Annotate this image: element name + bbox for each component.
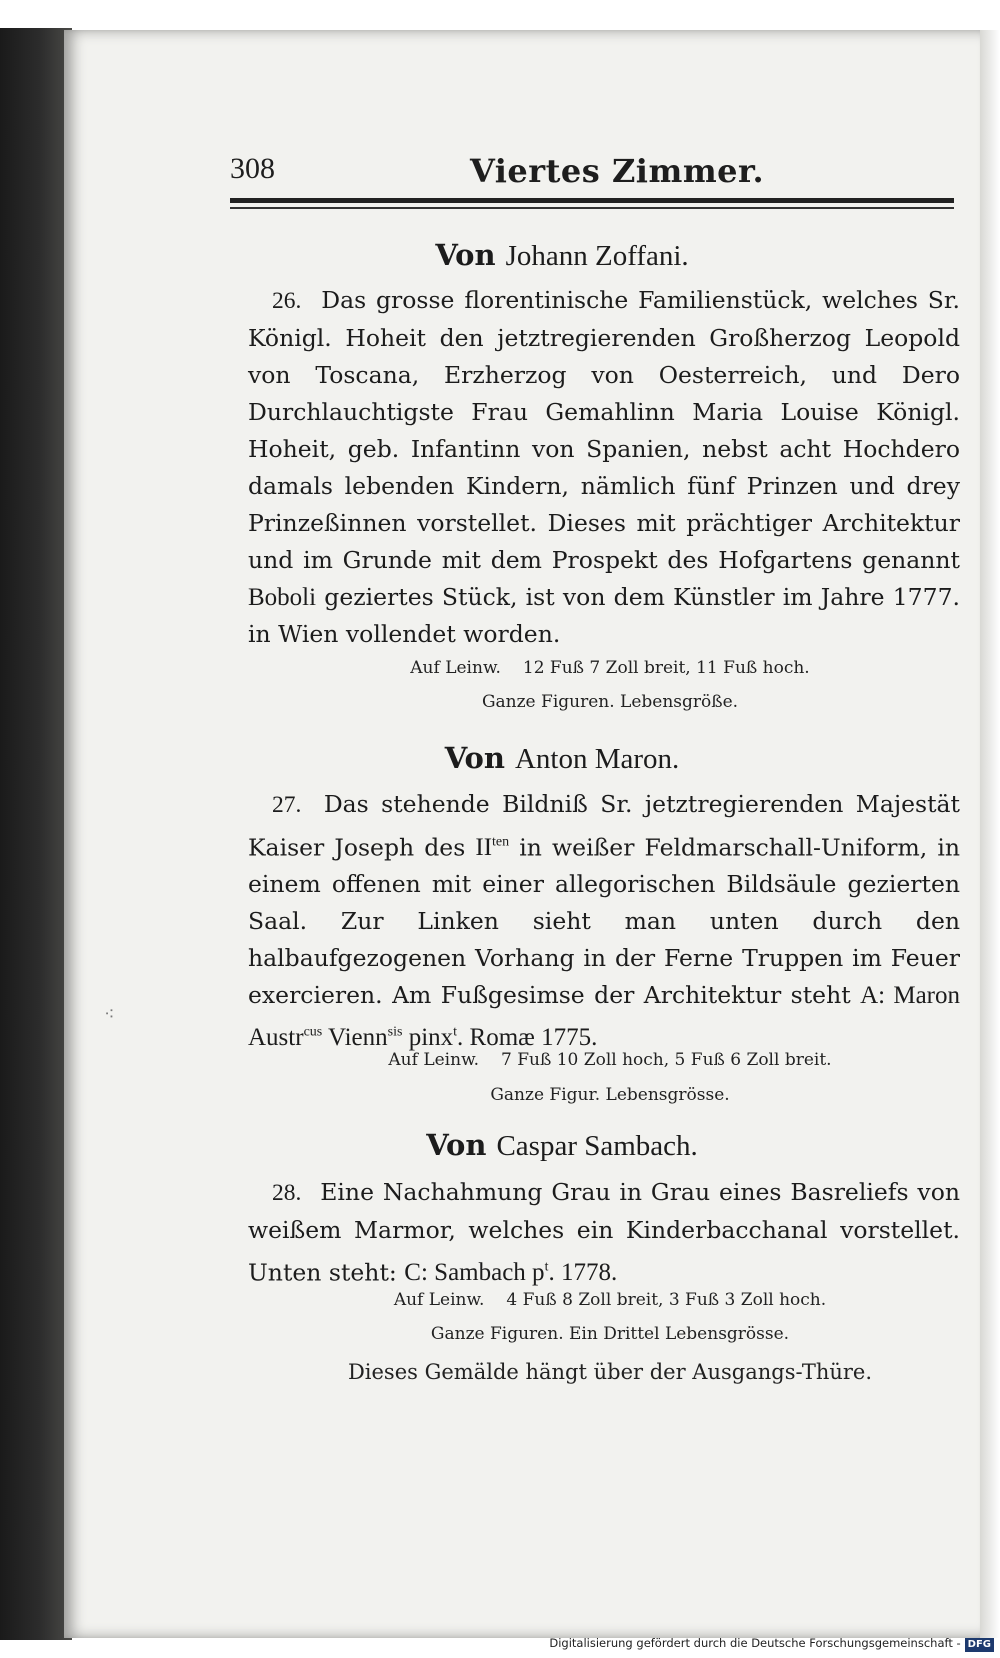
- entry-28-figures: Ganze Figuren. Ein Drittel Lebensgrösse.: [430, 1324, 790, 1344]
- entry-text: Das grosse florentinische Familienstück, welches Sr. Königl. Hoheit den jetztregierenden Großherzog Leopold von Toscana, Erzherzog von Oesterreich, und Dero Durchlauchtigste Frau Gemahlinn Maria Louise Königl. Hoheit, geb. Infantinn von Spanien, nebst acht Hochdero damals lebenden Kindern, nämlich fünf Prinzen und drey Prinzeßinnen vorstellet. Dieses mit prächtiger Architektur und im Grunde mit dem Prospekt des Hofgartens genannt: [248, 285, 960, 574]
- entry-text-continued: geziertes Stück, ist von dem Künstler im Jahre 1777. in Wien vollendet worden.: [248, 582, 960, 648]
- medium-label: Auf Leinw.: [388, 1050, 480, 1070]
- artist-heading-maron: [262, 741, 862, 776]
- credit-text: Digitalisierung gefördert durch die Deutsche Forschungsgemeinschaft -: [549, 1636, 961, 1650]
- page-header: [230, 152, 950, 192]
- running-head: Viertes Zimmer.: [470, 152, 765, 190]
- entry-number: 28.: [272, 1179, 302, 1206]
- hanging-note: Dieses Gemälde hängt über der Ausgangs-Thüre.: [347, 1360, 873, 1384]
- dfg-logo-icon: DFG: [965, 1638, 994, 1652]
- medium-label: Auf Leinw.: [393, 1290, 485, 1310]
- von-label: Von: [435, 238, 496, 272]
- entry-number: 27.: [272, 791, 302, 818]
- entry-27-dimensions: [260, 1050, 960, 1070]
- paper-speck: ⁖: [104, 1004, 115, 1025]
- book-spine-shadow: [0, 28, 72, 1640]
- latin-place-name: Boboli: [248, 583, 317, 611]
- entry-paragraph-27: [248, 786, 960, 1057]
- entry-27-figures: Ganze Figur. Lebensgrösse.: [490, 1085, 730, 1105]
- dimensions-text: 4 Fuß 8 Zoll breit, 3 Fuß 3 Zoll hoch.: [506, 1290, 827, 1310]
- entry-28-dimensions: [260, 1290, 960, 1310]
- artist-name: Anton Maron.: [514, 743, 680, 775]
- entry-26-figures: Ganze Figuren. Lebensgröße.: [481, 692, 739, 712]
- artist-heading-zoffani: [262, 238, 862, 273]
- painter-signature: A: Maron Austr$^{cus}$ Vienn$^{sis}$ pinx$^t$. Romæ 1775.: [248, 981, 960, 1052]
- page-fore-edge: [980, 30, 1000, 1638]
- entry-text: Eine Nachahmung Grau in Grau eines Basreliefs von weißem Marmor, welches ein Kinderbacchanal vorstellet. Unten steht:: [248, 1177, 960, 1286]
- entry-text: Das stehende Bildniß Sr. jetztregierenden Majestät Kaiser Joseph des: [248, 789, 960, 861]
- artist-heading-sambach: [262, 1128, 862, 1163]
- medium-label: Auf Leinw.: [410, 658, 501, 678]
- entry-paragraph-26: [248, 282, 960, 653]
- entry-number: 26.: [272, 287, 302, 314]
- painter-signature: C: Sambach $p^t$. 1778.: [404, 1258, 618, 1286]
- entry-paragraph-28: [248, 1174, 960, 1291]
- header-rule-thick: [230, 198, 954, 203]
- artist-name: Johann Zoffani.: [505, 240, 689, 272]
- digitization-credit: [549, 1636, 994, 1656]
- roman-numeral: $II^{ten}$: [475, 833, 510, 861]
- von-label: Von: [426, 1128, 487, 1162]
- header-rule-thin: [230, 207, 954, 209]
- artist-name: Caspar Sambach.: [496, 1130, 698, 1162]
- entry-text-continued: in weißer Feldmarschall-Uniform, in einem offenen mit einer allegorischen Bildsäule gezierten Saal. Zur Linken sieht man unten durch den halbaufgezogenen Vorhang in der Ferne Truppen im Feuer exercieren. Am Fußgesimse der Architektur steht: [248, 832, 960, 1009]
- entry-26-dimensions: [260, 658, 960, 678]
- page-number: 308: [230, 152, 275, 185]
- von-label: Von: [444, 741, 505, 775]
- dimensions-text: 7 Fuß 10 Zoll hoch, 5 Fuß 6 Zoll breit.: [501, 1050, 832, 1070]
- dimensions-text: 12 Fuß 7 Zoll breit, 11 Fuß hoch.: [522, 658, 810, 678]
